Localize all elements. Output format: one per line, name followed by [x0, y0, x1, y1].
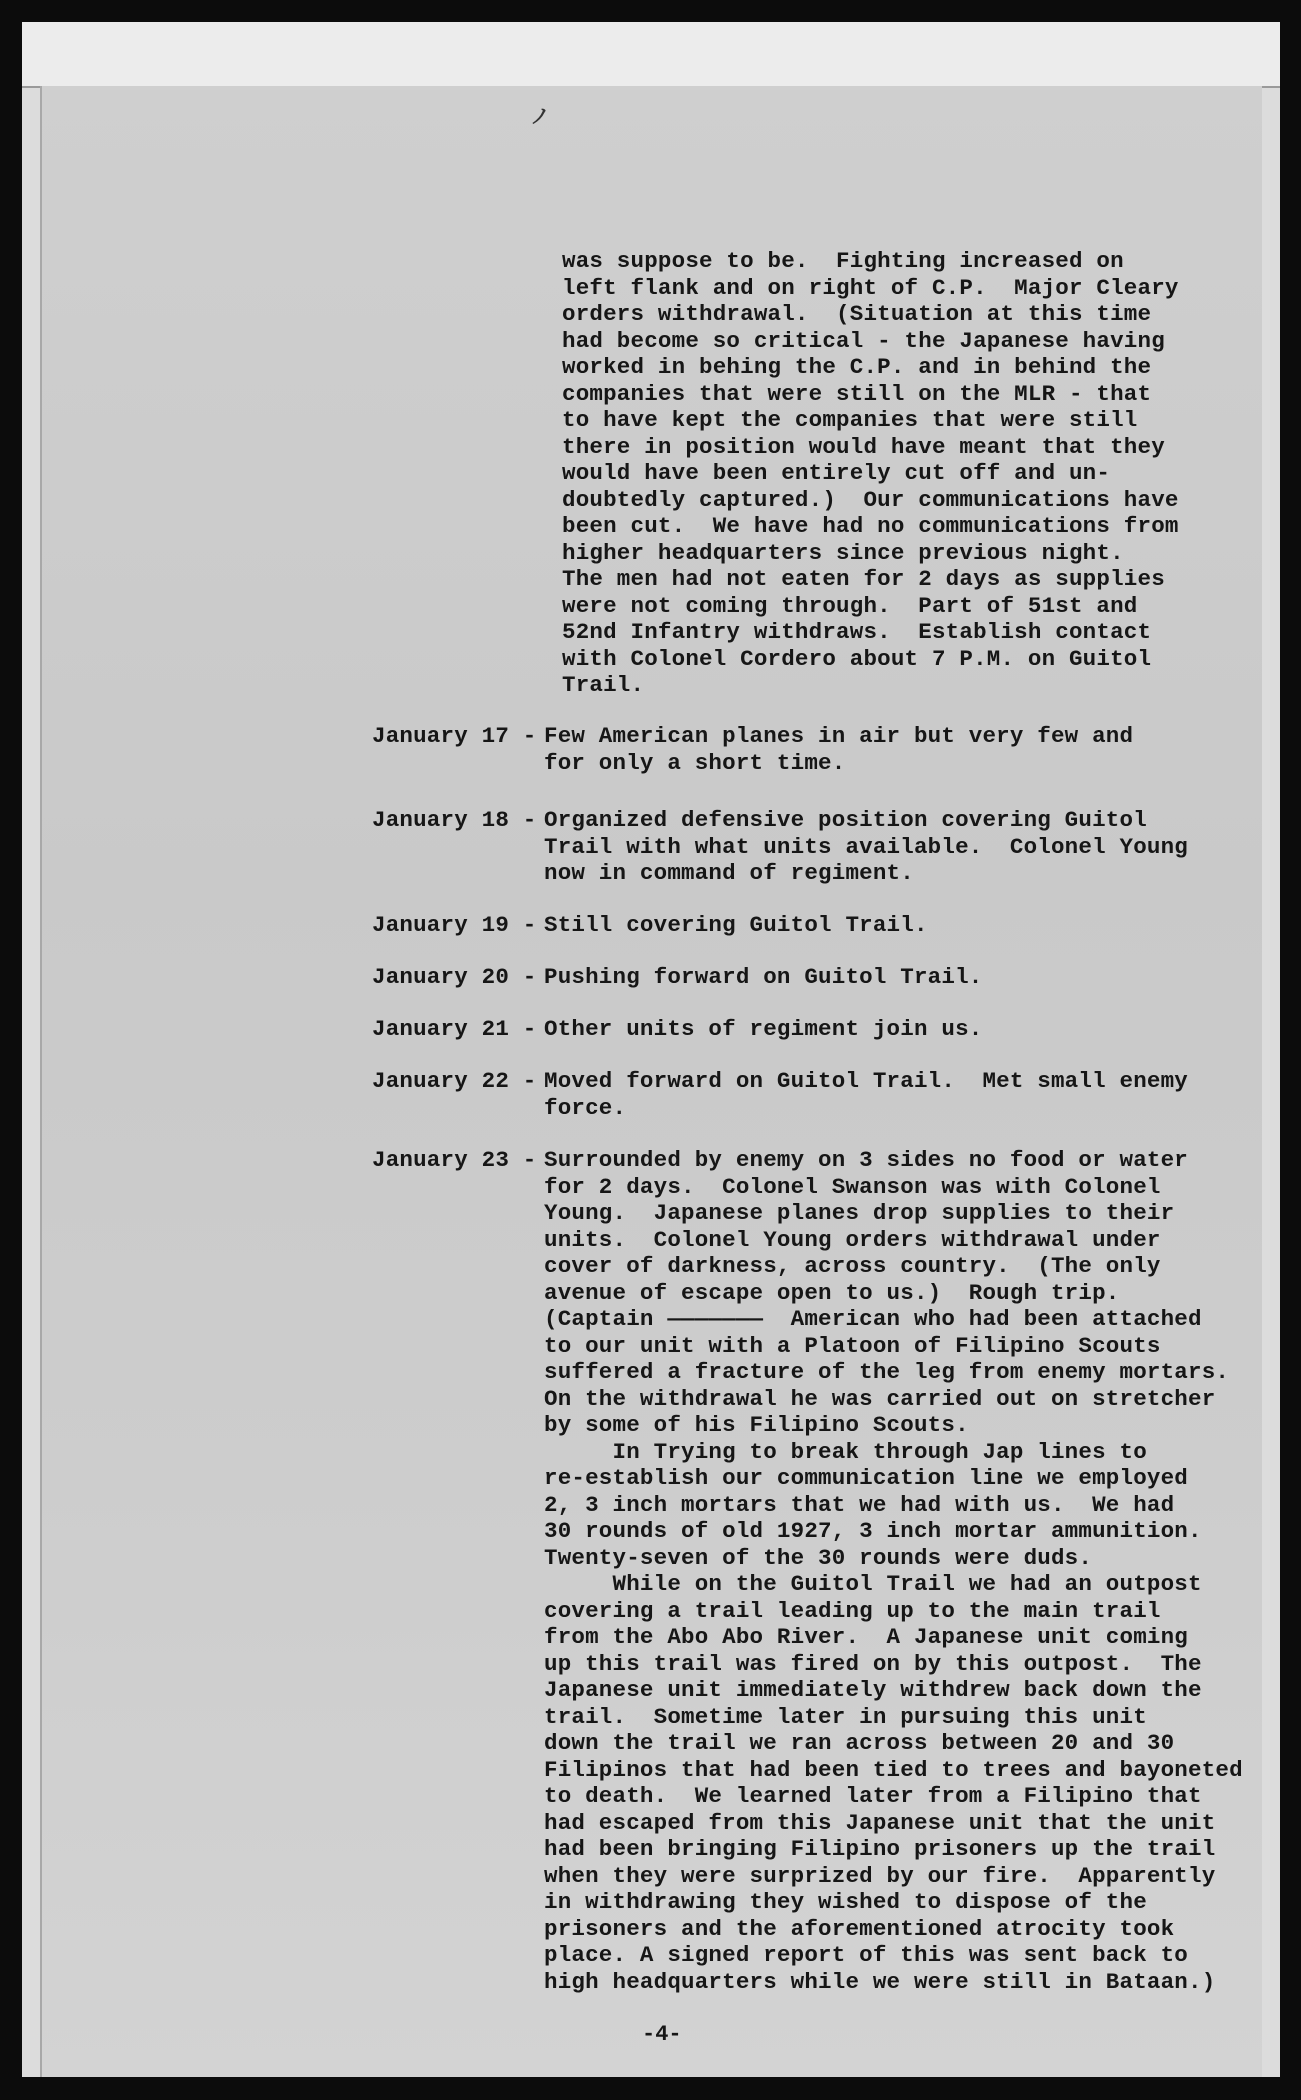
entry-line: Moved forward on Guitol Trail. Met small enemy	[544, 1068, 1189, 1094]
entry-line: covering a trail leading up to the main trail	[544, 1597, 1161, 1624]
entry-line: Still covering Guitol Trail.	[544, 912, 928, 938]
intro-line: was suppose to be. Fighting increased on	[562, 248, 1124, 274]
entry-line: by some of his Filipino Scouts.	[544, 1412, 969, 1438]
entry-line: Surrounded by enemy on 3 sides no food or water	[544, 1147, 1189, 1173]
entry-date: January 23 -	[372, 1147, 537, 1173]
entry-line: had been bringing Filipino prisoners up the trail	[544, 1836, 1216, 1862]
intro-line: were not coming through. Part of 51st and	[562, 592, 1138, 619]
entry-line: On the withdrawal he was carried out on stretcher	[544, 1385, 1216, 1412]
entry-line: Japanese unit immediately withdrew back down the	[544, 1677, 1202, 1703]
entry-line: when they were surprized by our fire. Apparently	[544, 1862, 1216, 1889]
entry-text	[544, 912, 928, 939]
entry-line: Pushing forward on Guitol Trail.	[544, 964, 983, 990]
entry-date: January 22 -	[372, 1068, 537, 1094]
entry-text	[544, 1147, 1243, 1995]
entry-date: January 19 -	[372, 912, 537, 938]
entry-line: for 2 days. Colonel Swanson was with Colonel	[544, 1173, 1161, 1200]
entry-line: suffered a fracture of the leg from enemy mortars.	[544, 1359, 1230, 1385]
intro-line: been cut. We have had no communications from	[562, 513, 1179, 539]
intro-line: left flank and on right of C.P. Major Cleary	[562, 274, 1179, 301]
entry-line: down the trail we ran across between 20 and 30	[544, 1730, 1175, 1756]
entry-line: for only a short time.	[544, 749, 846, 776]
intro-line: The men had not eaten for 2 days as supplies	[562, 566, 1165, 592]
entry-line: now in command of regiment.	[544, 860, 914, 886]
entry-line: in withdrawing they wished to dispose of the	[544, 1889, 1147, 1915]
entry-line: In Trying to break through Jap lines to	[544, 1438, 1147, 1465]
intro-line: 52nd Infantry withdraws. Establish contact	[562, 619, 1152, 645]
intro-line: would have been entirely cut off and un-	[562, 460, 1111, 486]
entry-date: January 21 -	[372, 1016, 537, 1042]
entry-text	[544, 964, 982, 991]
entry-line: Twenty-seven of the 30 rounds were duds.	[544, 1544, 1093, 1571]
entry-line: prisoners and the aforementioned atrocity took	[544, 1915, 1175, 1942]
entry-text	[544, 1068, 1188, 1121]
entry-date: January 18 -	[372, 807, 537, 833]
entry-line: re-establish our communication line we employed	[544, 1465, 1189, 1491]
entry-line: to our unit with a Platoon of Filipino Scouts	[544, 1332, 1161, 1359]
intro-line: had become so critical - the Japanese having	[562, 327, 1165, 354]
entry-text	[544, 1016, 982, 1043]
entry-line: Organized defensive position covering Guitol	[544, 807, 1147, 833]
entry-line: (Captain ——————— American who had been attached	[544, 1306, 1202, 1332]
entry-line: avenue of escape open to us.) Rough trip.	[544, 1279, 1120, 1306]
entry-line: 2, 3 inch mortars that we had with us. We had	[544, 1491, 1175, 1518]
intro-line: companies that were still on the MLR - that	[562, 380, 1152, 407]
entry-text	[544, 723, 1133, 776]
intro-line: with Colonel Cordero about 7 P.M. on Guitol	[562, 645, 1152, 672]
entry-line: force.	[544, 1094, 627, 1121]
top-strip	[22, 22, 1280, 88]
entry-line: place. A signed report of this was sent back to	[544, 1942, 1189, 1968]
intro-line: worked in behing the C.P. and in behind the	[562, 354, 1152, 380]
intro-line: Trail.	[562, 672, 645, 698]
entry-line: Young. Japanese planes drop supplies to their	[544, 1200, 1175, 1226]
entry-line: units. Colonel Young orders withdrawal under	[544, 1226, 1161, 1253]
entry-date: January 17 -	[372, 723, 537, 749]
entry-date: January 20 -	[372, 964, 537, 990]
pen-mark: ノ	[530, 107, 550, 130]
entry-line: Other units of regiment join us.	[544, 1016, 983, 1042]
entry-line: to death. We learned later from a Filipino that	[544, 1783, 1202, 1809]
intro-line: orders withdrawal. (Situation at this time	[562, 301, 1152, 327]
entry-line: Filipinos that had been tied to trees and bayoneted	[544, 1756, 1243, 1783]
intro-line: higher headquarters since previous night.	[562, 539, 1124, 566]
entry-line: Few American planes in air but very few and	[544, 723, 1134, 749]
entry-line: had escaped from this Japanese unit that the unit	[544, 1809, 1216, 1836]
entry-line: high headquarters while we were still in Bataan.)	[544, 1968, 1216, 1995]
entry-line: trail. Sometime later in pursuing this unit	[544, 1703, 1147, 1730]
intro-paragraph	[562, 248, 1179, 699]
entry-line: from the Abo Abo River. A Japanese unit coming	[544, 1624, 1189, 1650]
intro-line: doubtedly captured.) Our communications have	[562, 486, 1179, 513]
entry-line: cover of darkness, across country. (The only	[544, 1253, 1161, 1279]
intro-line: to have kept the companies that were still	[562, 407, 1138, 433]
entry-line: 30 rounds of old 1927, 3 inch mortar ammunition.	[544, 1518, 1202, 1544]
intro-line: there in position would have meant that they	[562, 433, 1165, 460]
entry-line: Trail with what units available. Colonel Young	[544, 833, 1189, 860]
entry-line: up this trail was fired on by this outpost. The	[544, 1650, 1202, 1677]
entry-text	[544, 807, 1188, 887]
page-number: -4-	[642, 2022, 682, 2047]
entry-line: While on the Guitol Trail we had an outpost	[544, 1571, 1202, 1597]
